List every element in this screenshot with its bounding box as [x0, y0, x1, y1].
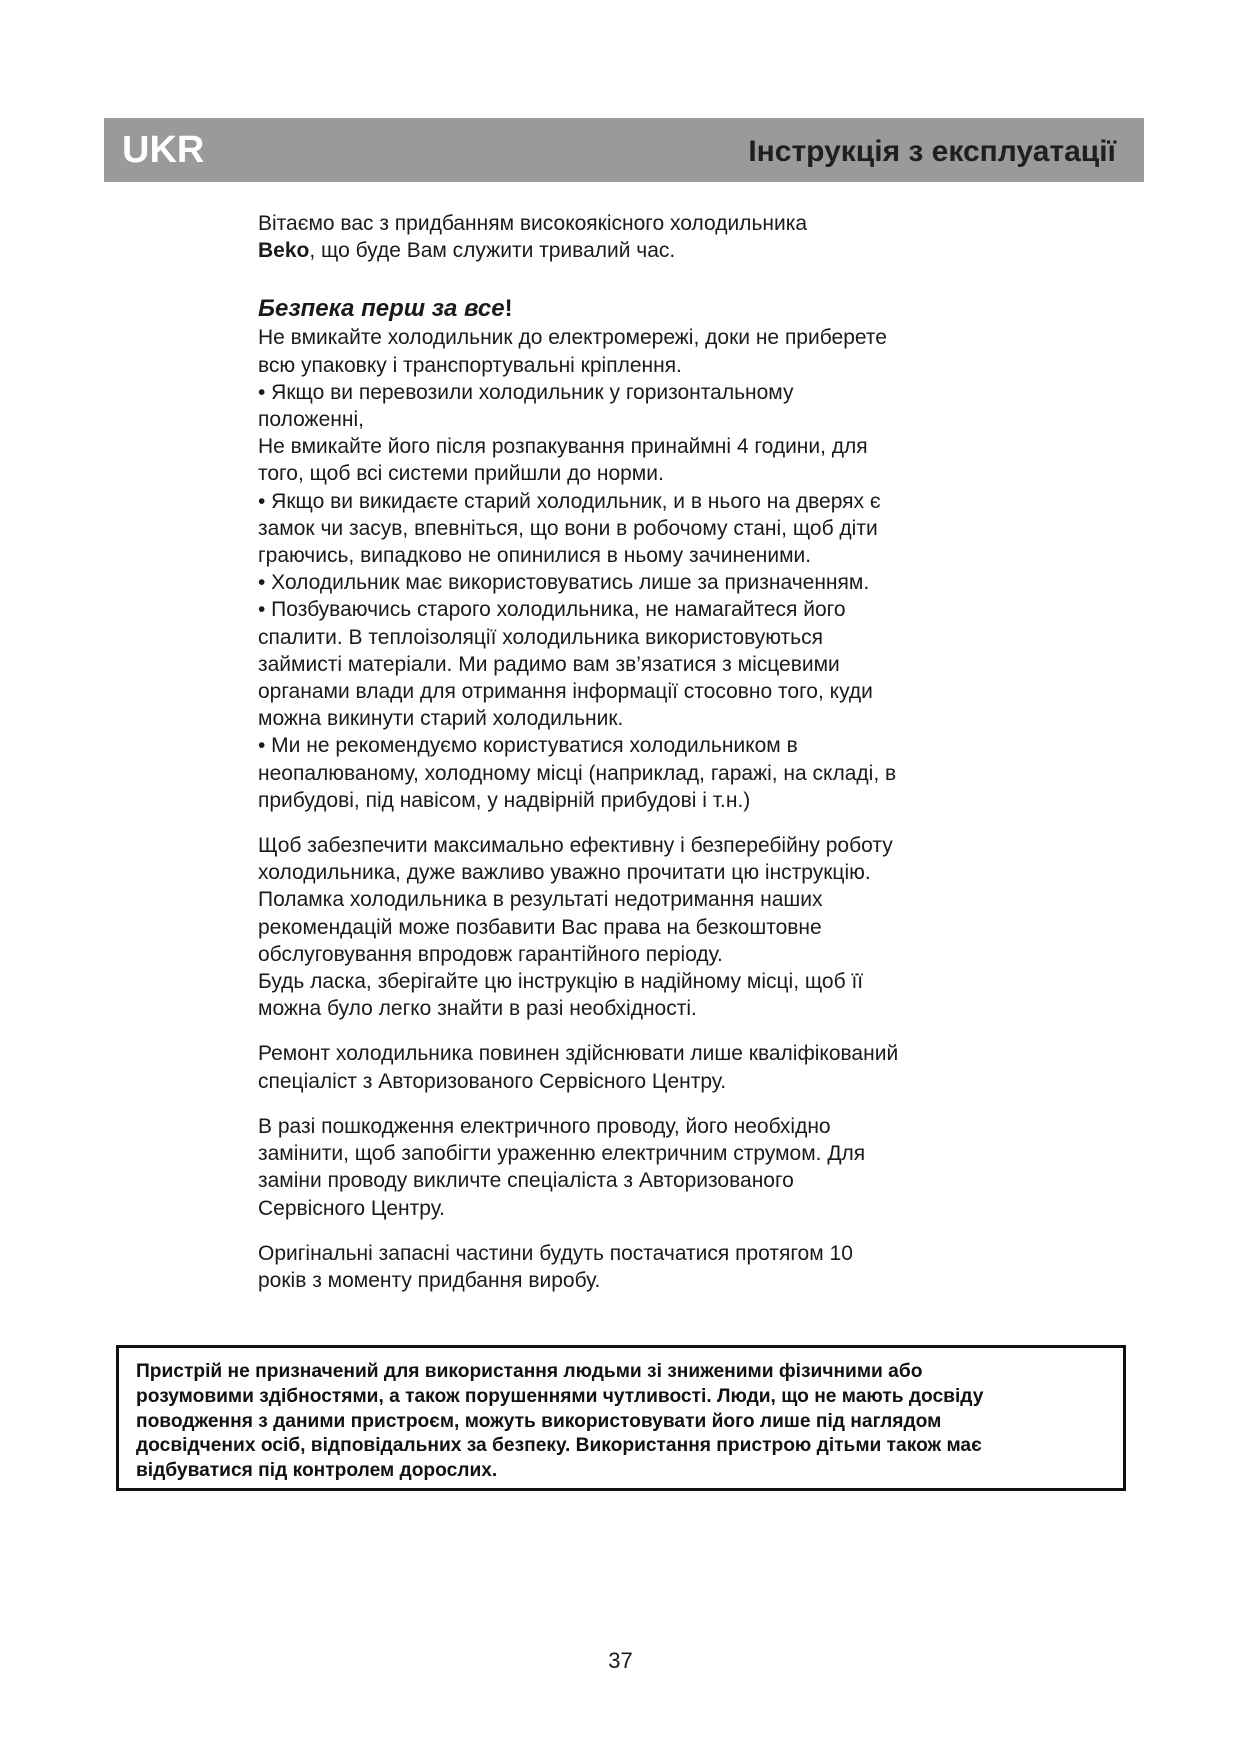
text-line: В разі пошкодження електричного проводу, його необхідно [258, 1114, 831, 1138]
language-code: UKR [122, 129, 205, 171]
text-line: Оригінальні запасні частини будуть постачатися протягом 10 [258, 1241, 853, 1265]
text-line: • Ми не рекомендуємо користуватися холодильником в [258, 734, 798, 758]
page-header [104, 118, 1144, 182]
text-line: замінити, щоб запобігти ураженню електричним струмом. Для [258, 1142, 866, 1166]
text-line: Не вмикайте холодильник до електромережі, доки не приберете [258, 326, 887, 350]
text-line: Сервісного Центру. [258, 1196, 445, 1220]
text-line: замок чи засув, впевніться, що вони в робочому стані, щоб діти [258, 516, 878, 540]
text-line: можна було легко знайти в разі необхідності. [258, 997, 697, 1021]
text-line: рекомендацій може позбавити Вас права на безкоштовне [258, 915, 822, 939]
text-line: всю упаковку і транспортувальні кріплення. [258, 353, 682, 377]
warning-box [116, 1345, 1126, 1491]
intro-line-2: , що буде Вам служити тривалий час. [309, 239, 676, 263]
warning-line: досвідчених осіб, відповідальних за безпеку. Використання пристрою дітьми також має [136, 1435, 982, 1457]
intro-line-1: Вітаємо вас з придбанням високоякісного холодильника [258, 212, 808, 235]
text-line: Поламка холодильника в результаті недотримання наших [258, 888, 823, 912]
text-line: Будь ласка, зберігайте цю інструкцію в надійному місці, щоб її [258, 970, 864, 994]
intro-paragraph [258, 210, 998, 264]
text-line: спеціаліст з Авторизованого Сервісного Центру. [258, 1069, 727, 1093]
text-line: • Позбуваючись старого холодильника, не намагайтеся його [258, 598, 846, 622]
text-line: • Якщо ви викидаєте старий холодильник, и в нього на дверях є [258, 489, 881, 513]
text-line: прибудові, під навісом, у надвірній прибудові і т.н.) [258, 788, 751, 812]
text-line: органами влади для отримання інформації стосовно того, куди [258, 680, 873, 704]
document-title: Інструкція з експлуатації [748, 135, 1116, 168]
text-line: • Холодильник має використовуватись лише за призначенням. [258, 571, 870, 595]
text-line: граючись, випадково не опинилися в ньому зачиненими. [258, 544, 812, 568]
warning-line: поводження з даними пристроєм, можуть використовувати його лише під наглядом [136, 1410, 942, 1432]
brand-name: Beko [258, 239, 310, 263]
spare-parts-paragraph [258, 1240, 998, 1294]
text-line: років з моменту придбання виробу. [258, 1268, 601, 1292]
main-content [258, 210, 998, 1294]
safety-heading: Безпека перш за все! [258, 295, 513, 323]
text-line: • Якщо ви перевозили холодильник у горизонтальному [258, 380, 794, 404]
text-line: того, щоб всі системи прийшли до норми. [258, 462, 664, 486]
warning-line: відбуватися під контролем дорослих. [136, 1460, 498, 1482]
text-line: спалити. В теплоізоляції холодильника використовуються [258, 625, 823, 649]
text-line: можна викинути старий холодильник. [258, 707, 624, 731]
safety-paragraph [258, 324, 998, 814]
warning-line: розумовими здібностями, а також порушеннями чутливості. Люди, що не мають досвіду [136, 1385, 984, 1407]
cable-paragraph [258, 1113, 998, 1222]
repair-paragraph [258, 1040, 998, 1094]
text-line: неопалюваному, холодному місці (наприклад, гаражі, на складі, в [258, 761, 897, 785]
instruction-paragraph [258, 832, 998, 1022]
text-line: Щоб забезпечити максимально ефективну і безперебійну роботу [258, 834, 893, 858]
warning-line: Пристрій не призначений для використання людьми зі зниженими фізичними або [136, 1361, 923, 1382]
text-line: положенні, [258, 408, 364, 432]
text-line: Ремонт холодильника повинен здійснювати лише кваліфікований [258, 1042, 899, 1066]
text-line: холодильника, дуже важливо уважно прочитати цю інструкцію. [258, 861, 871, 885]
page-number: 37 [608, 1648, 633, 1673]
text-line: займисті матеріали. Ми радимо вам зв’язатися з місцевими [258, 652, 840, 676]
text-line: заміни проводу викличте спеціаліста з Авторизованого [258, 1169, 794, 1193]
text-line: обслуговування впродовж гарантійного періоду. [258, 942, 723, 966]
text-line: Не вмикайте його після розпакування принаймні 4 години, для [258, 435, 868, 459]
